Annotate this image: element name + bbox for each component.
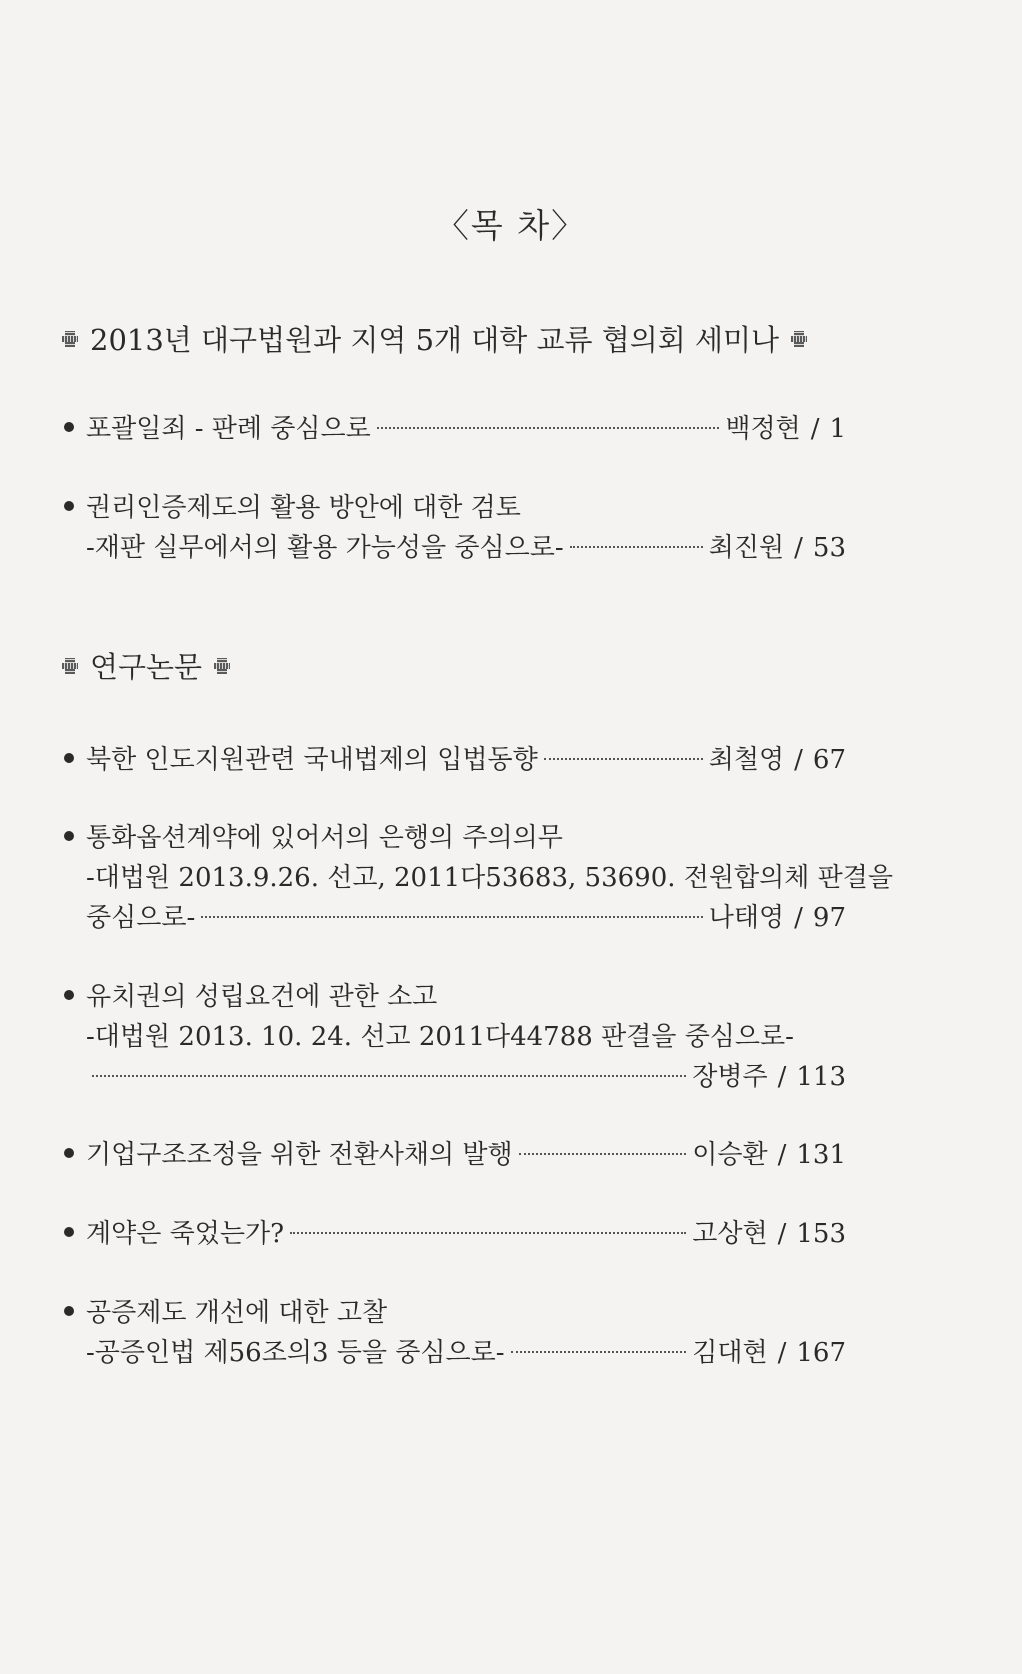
toc-entry bbox=[64, 977, 846, 1097]
dot-leader bbox=[92, 1075, 686, 1077]
bullet-icon bbox=[64, 1227, 74, 1237]
separator: / bbox=[794, 533, 803, 563]
ornament-left-icon bbox=[62, 329, 78, 349]
entry-subtitle: -대법원 2013. 10. 24. 선고 2011다44788 판결을 중심으로- bbox=[86, 1022, 794, 1052]
dot-leader bbox=[570, 546, 703, 548]
dot-leader bbox=[511, 1351, 687, 1353]
entry-page: 167 bbox=[796, 1338, 846, 1368]
ornament-right-icon bbox=[791, 329, 807, 349]
entry-page: 113 bbox=[796, 1062, 846, 1092]
toc-entry bbox=[64, 1293, 846, 1373]
entry-subtitle: -재판 실무에서의 활용 가능성을 중심으로- bbox=[86, 533, 564, 563]
toc-entry bbox=[64, 740, 846, 780]
entry-page: 153 bbox=[796, 1219, 846, 1249]
dot-leader bbox=[377, 427, 720, 429]
bullet-icon bbox=[64, 1148, 74, 1158]
bullet-icon bbox=[64, 990, 74, 1000]
entry-title: 북한 인도지원관련 국내법제의 입법동향 bbox=[86, 745, 538, 775]
entry-title: 기업구조조정을 위한 전환사채의 발행 bbox=[86, 1140, 513, 1170]
entry-page: 1 bbox=[829, 414, 846, 444]
entry-subtitle-cont: 중심으로- bbox=[86, 903, 196, 933]
bullet-icon bbox=[64, 422, 74, 432]
bullet-icon bbox=[64, 1306, 74, 1316]
toc-entry bbox=[64, 488, 846, 568]
toc-entry bbox=[64, 1135, 846, 1175]
section-heading-seminar bbox=[62, 318, 807, 359]
toc-entry bbox=[64, 818, 893, 938]
page-title: 〈목 차〉 bbox=[435, 206, 587, 245]
ornament-right-icon bbox=[214, 656, 230, 676]
entry-title: 유치권의 성립요건에 관한 소고 bbox=[86, 982, 438, 1012]
ornament-left-icon bbox=[62, 656, 78, 676]
section-heading-research bbox=[62, 645, 230, 686]
dot-leader bbox=[290, 1232, 686, 1234]
entry-title: 포괄일죄 - 판례 중심으로 bbox=[86, 414, 371, 444]
dot-leader bbox=[201, 916, 703, 918]
toc-entry bbox=[64, 409, 846, 449]
entry-subtitle: -대법원 2013.9.26. 선고, 2011다53683, 53690. 전원합의체 판결을 bbox=[86, 863, 893, 893]
entry-author: 고상현 bbox=[692, 1219, 768, 1249]
section-heading-text: 연구논문 bbox=[90, 650, 203, 684]
section-heading-text: 2013년 대구법원과 지역 5개 대학 교류 협의회 세미나 bbox=[90, 323, 780, 357]
separator: / bbox=[794, 903, 803, 933]
entry-page: 67 bbox=[812, 745, 846, 775]
entry-title: 통화옵션계약에 있어서의 은행의 주의의무 bbox=[86, 823, 563, 853]
separator: / bbox=[810, 414, 820, 444]
entry-author: 김대현 bbox=[692, 1338, 768, 1368]
entry-author: 장병주 bbox=[692, 1062, 768, 1092]
separator: / bbox=[777, 1338, 787, 1368]
separator: / bbox=[777, 1219, 787, 1249]
separator: / bbox=[777, 1062, 787, 1092]
dot-leader bbox=[544, 758, 703, 760]
entry-title: 계약은 죽었는가? bbox=[86, 1219, 285, 1249]
dot-leader bbox=[519, 1153, 687, 1155]
separator: / bbox=[777, 1140, 787, 1170]
entry-author: 최진원 bbox=[708, 533, 785, 563]
entry-page: 53 bbox=[812, 533, 846, 563]
entry-author: 이승환 bbox=[692, 1140, 768, 1170]
entry-page: 97 bbox=[812, 903, 846, 933]
toc-entry bbox=[64, 1214, 846, 1254]
entry-author: 최철영 bbox=[708, 745, 785, 775]
entry-title: 공증제도 개선에 대한 고찰 bbox=[86, 1298, 388, 1328]
entry-title: 권리인증제도의 활용 방안에 대한 검토 bbox=[86, 493, 521, 523]
separator: / bbox=[794, 745, 803, 775]
bullet-icon bbox=[64, 501, 74, 511]
bullet-icon bbox=[64, 831, 74, 841]
bullet-icon bbox=[64, 753, 74, 763]
entry-author: 나태영 bbox=[708, 903, 785, 933]
entry-subtitle: -공증인법 제56조의3 등을 중심으로- bbox=[86, 1338, 505, 1368]
entry-page: 131 bbox=[796, 1140, 846, 1170]
entry-author: 백정현 bbox=[725, 414, 801, 444]
